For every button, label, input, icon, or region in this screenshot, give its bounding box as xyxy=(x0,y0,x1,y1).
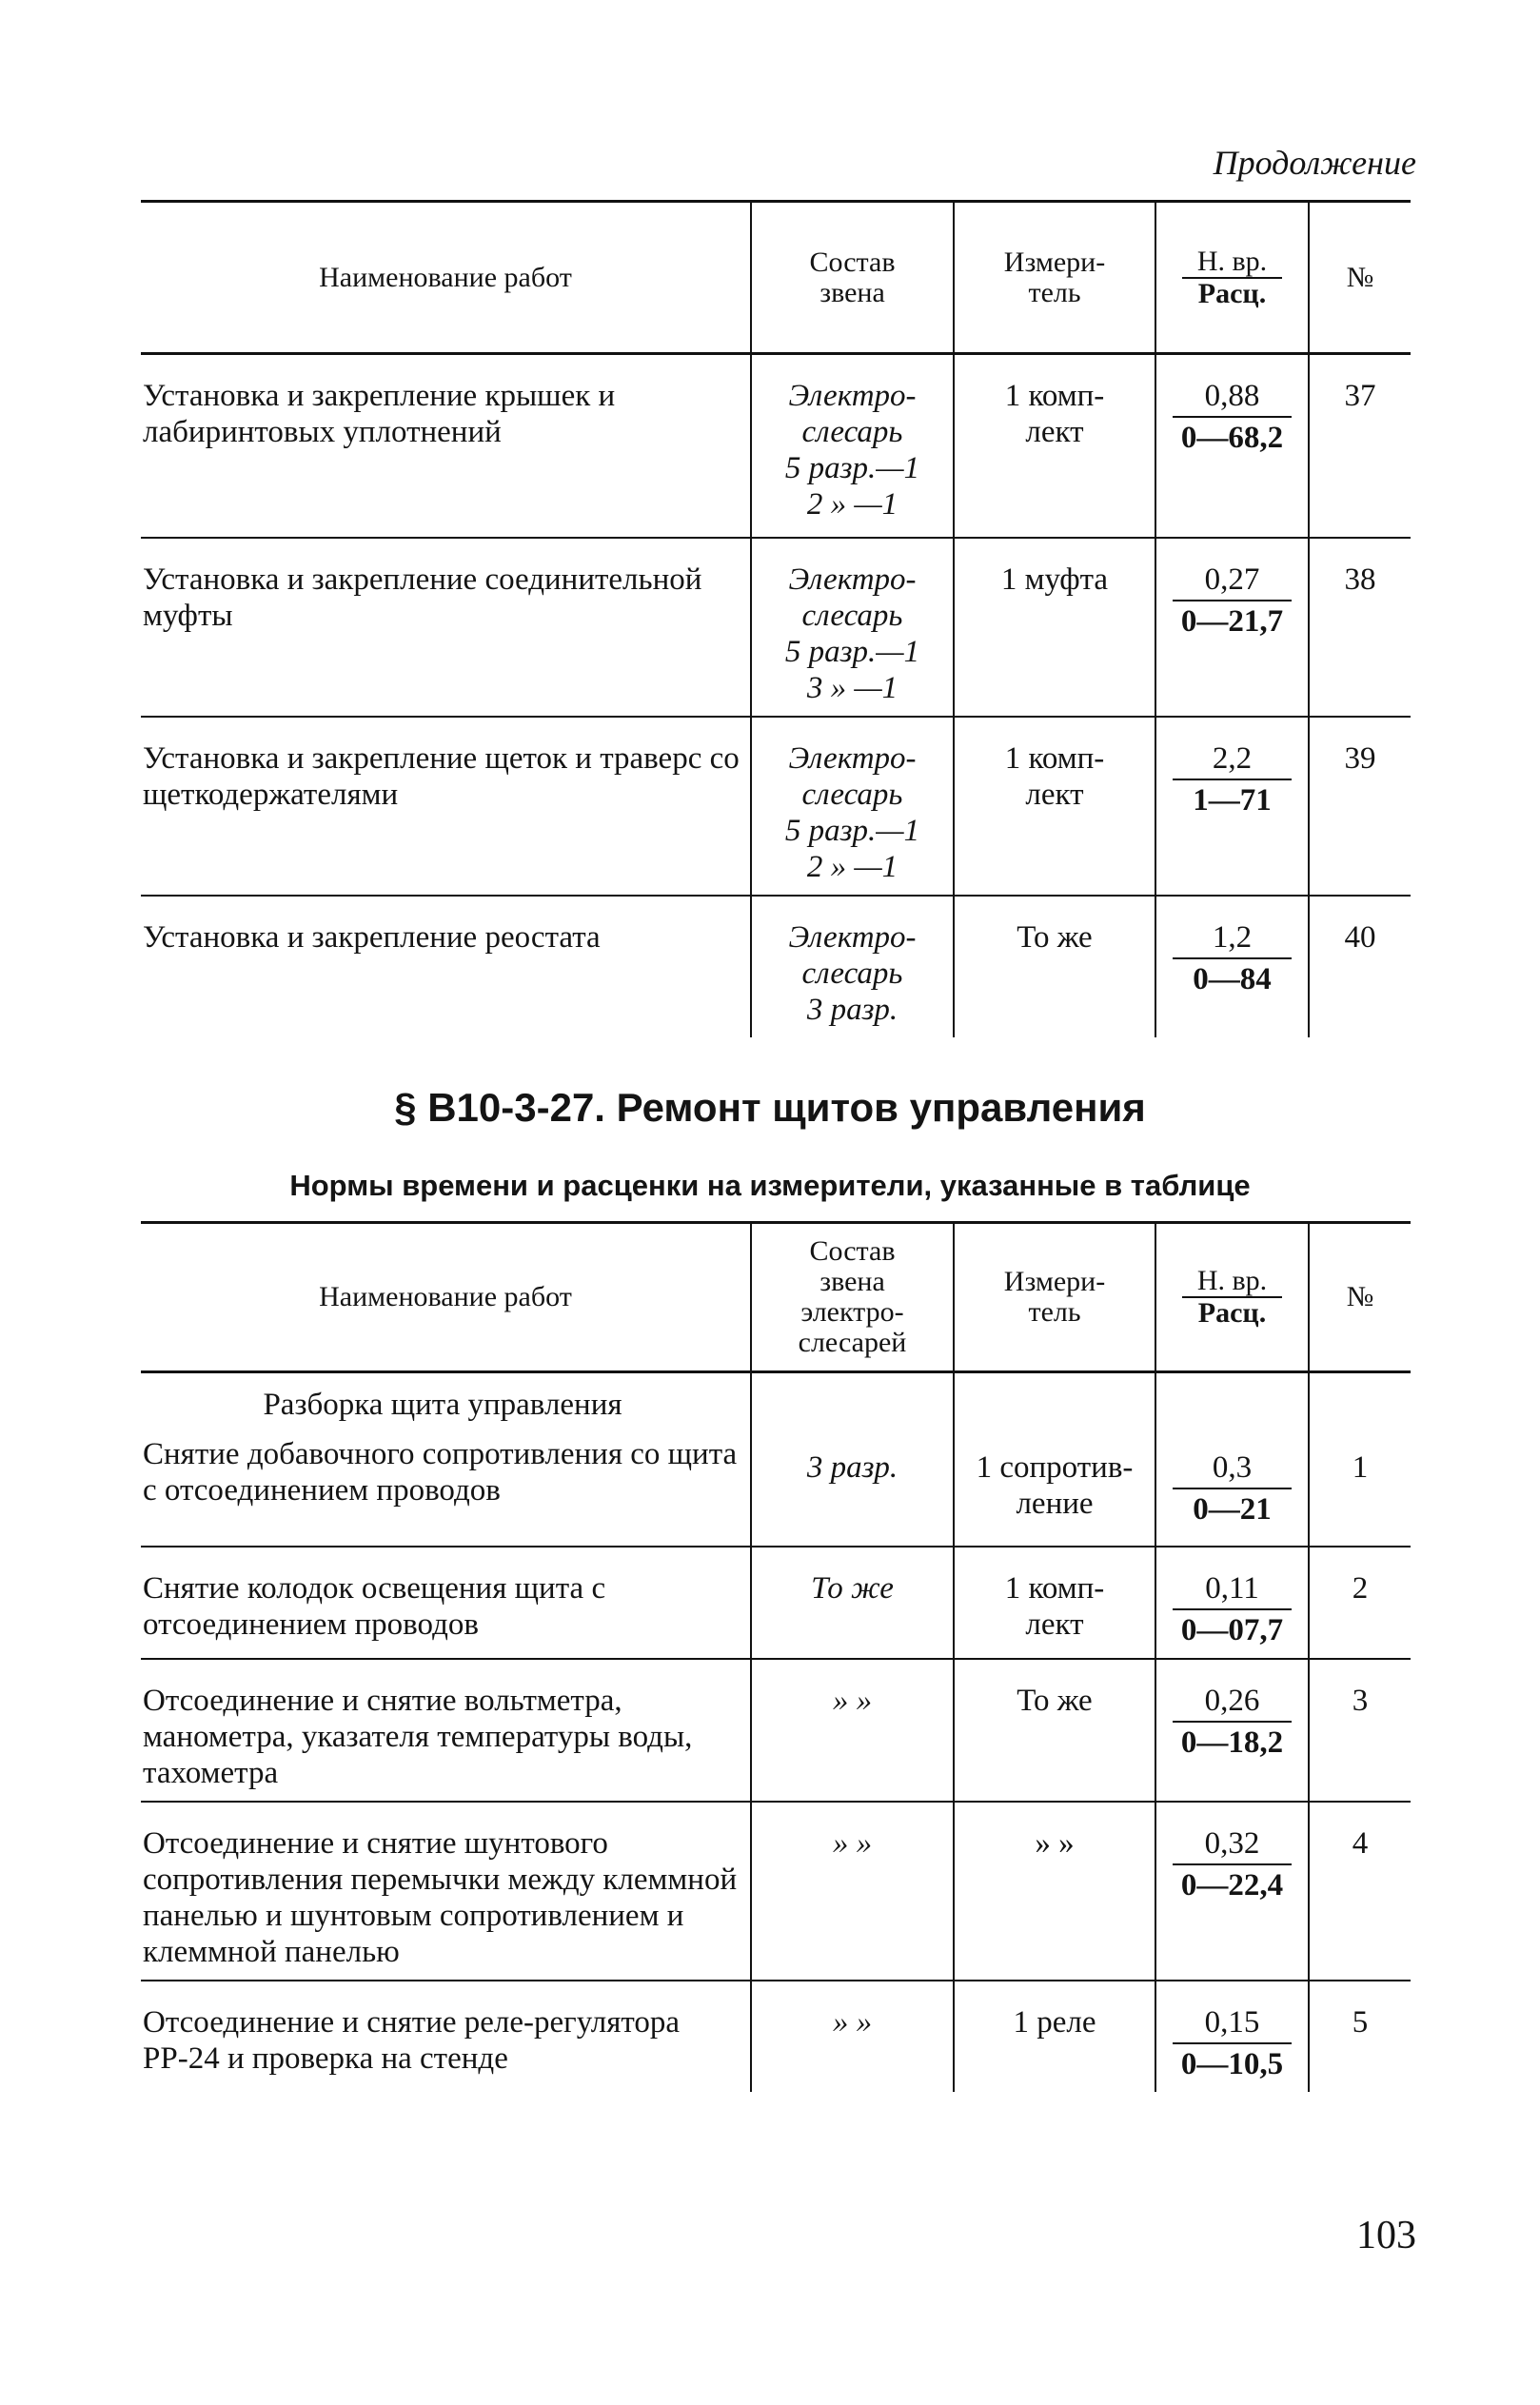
norms-table-2 xyxy=(141,1221,1411,2092)
unit-cell xyxy=(954,354,1155,538)
crew-cell xyxy=(751,354,954,538)
rate-value: 0—18,2 xyxy=(1180,1725,1284,1760)
section-subtitle: Нормы времени и расценки на измерители, указанные в таблице xyxy=(289,1169,1251,1202)
norm-rate-cell xyxy=(1155,1981,1309,2092)
header-crew xyxy=(751,202,954,354)
header-rate: Расц. xyxy=(1197,1297,1267,1329)
norm-time: 0,88 xyxy=(1173,378,1292,418)
header-crew xyxy=(751,1223,954,1372)
header-unit xyxy=(954,202,1155,354)
work-name: Отсоединение и снятие шунтового сопротивления перемычки между клеммной панелью и шунтовым сопротивлением и клеммной панелью xyxy=(143,1825,738,1969)
work-cell xyxy=(141,717,751,896)
unit-line: 1 реле xyxy=(1013,2004,1096,2040)
rate-value: 0—10,5 xyxy=(1180,2046,1284,2081)
norm-time: 0,32 xyxy=(1173,1825,1292,1865)
header-crew-line: Состав xyxy=(809,246,896,278)
crew-line: Электро- xyxy=(788,562,917,597)
work-name: Установка и закрепление соединительной муфты xyxy=(143,562,702,633)
work-name: Снятие колодок освещения щита с отсоединением проводов xyxy=(143,1570,606,1642)
norm-rate-cell xyxy=(1155,1547,1309,1659)
norms-table-1 xyxy=(141,200,1411,1037)
unit-line: лект xyxy=(1025,1607,1084,1642)
header-rate: Расц. xyxy=(1197,277,1267,309)
crew-line: слесарь xyxy=(801,956,903,991)
work-cell xyxy=(141,1547,751,1659)
norm-rate-fraction xyxy=(1173,562,1292,640)
unit-line: 1 муфта xyxy=(1000,562,1109,597)
page-number: 103 xyxy=(1356,2214,1416,2257)
unit-line: 1 комп- xyxy=(1004,379,1105,413)
crew-line: 3 разр. xyxy=(806,992,898,1027)
unit-line: То же xyxy=(1017,919,1093,955)
header-unit-line: Измери- xyxy=(1003,246,1106,278)
table-row xyxy=(141,717,1411,896)
work-name: Установка и закрепление крышек и лабиринтовых уплотнений xyxy=(143,379,616,449)
crew-line: 2 » —1 xyxy=(806,849,898,884)
header-crew-line: Состав xyxy=(809,1235,896,1267)
table-row xyxy=(141,354,1411,538)
row-number: 39 xyxy=(1309,717,1411,896)
row-number: 38 xyxy=(1309,538,1411,717)
header-crew-line: электро- xyxy=(800,1296,904,1328)
work-cell xyxy=(141,1659,751,1802)
crew-text: » » xyxy=(832,1825,873,1861)
header-norm-rate xyxy=(1155,202,1309,354)
table-row xyxy=(141,538,1411,717)
section-title: § В10-3-27. Ремонт щитов управления xyxy=(394,1085,1146,1130)
unit-line: » » xyxy=(1035,1825,1075,1861)
crew-cell xyxy=(751,896,954,1037)
header-number: № xyxy=(1309,1223,1411,1372)
table-header-row xyxy=(141,1223,1411,1372)
crew-text: » » xyxy=(832,1683,873,1718)
row-number: 3 xyxy=(1309,1659,1411,1802)
norm-time: 0,27 xyxy=(1173,562,1292,601)
unit-cell xyxy=(954,896,1155,1037)
norm-rate-cell xyxy=(1155,354,1309,538)
crew-line: Электро- xyxy=(788,379,917,413)
unit-line: лект xyxy=(1025,777,1084,812)
crew-cell xyxy=(751,717,954,896)
norm-rate-cell xyxy=(1155,896,1309,1037)
table-header-row xyxy=(141,202,1411,354)
unit-line: 1 сопротив- xyxy=(976,1450,1134,1485)
row-number: 40 xyxy=(1309,896,1411,1037)
table-row xyxy=(141,896,1411,1037)
crew-line: слесарь xyxy=(801,598,903,633)
norm-rate-fraction xyxy=(1173,1570,1292,1648)
crew-line: 2 » —1 xyxy=(806,487,898,522)
table-row xyxy=(141,1372,1411,1547)
crew-text: » » xyxy=(832,2004,873,2040)
crew-cell xyxy=(751,538,954,717)
norm-rate-cell xyxy=(1155,717,1309,896)
row-number: 2 xyxy=(1309,1547,1411,1659)
crew-line: Электро- xyxy=(788,919,917,955)
row-number: 1 xyxy=(1309,1372,1411,1547)
rate-value: 0—21,7 xyxy=(1180,603,1284,639)
crew-line: слесарь xyxy=(801,415,903,449)
crew-text: 3 разр. xyxy=(806,1450,898,1485)
crew-cell xyxy=(751,1372,954,1547)
crew-line: 5 разр.—1 xyxy=(784,813,920,848)
norm-time: 2,2 xyxy=(1173,740,1292,780)
work-cell xyxy=(141,538,751,717)
header-work: Наименование работ xyxy=(141,1223,751,1372)
rate-value: 0—84 xyxy=(1193,961,1272,996)
header-unit xyxy=(954,1223,1155,1372)
work-name: Снятие добавочного сопротивления со щита с отсоединением проводов xyxy=(143,1437,738,1508)
rate-value: 0—07,7 xyxy=(1180,1612,1284,1647)
header-norm-rate xyxy=(1155,1223,1309,1372)
header-crew-line: слесарей xyxy=(798,1327,907,1358)
header-unit-line: тель xyxy=(1028,1296,1081,1328)
crew-line: Электро- xyxy=(788,740,917,776)
norm-rate-cell xyxy=(1155,1372,1309,1547)
work-name: Отсоединение и снятие реле-регулятора РР-24 и проверка на стенде xyxy=(143,2004,681,2076)
crew-line: 5 разр.—1 xyxy=(784,451,920,485)
rate-value: 0—22,4 xyxy=(1180,1867,1284,1902)
crew-line: слесарь xyxy=(801,777,903,812)
header-norm: Н. вр. xyxy=(1182,1266,1282,1298)
unit-cell xyxy=(954,1981,1155,2092)
header-norm: Н. вр. xyxy=(1182,246,1282,279)
header-work: Наименование работ xyxy=(141,202,751,354)
header-number: № xyxy=(1309,202,1411,354)
crew-cell xyxy=(751,1981,954,2092)
table-row xyxy=(141,1547,1411,1659)
unit-line: лект xyxy=(1025,415,1084,449)
work-cell xyxy=(141,1372,751,1547)
header-crew-line: звена xyxy=(819,1266,885,1297)
table-body xyxy=(141,354,1411,1037)
subheading: Разборка щита управления xyxy=(263,1388,622,1422)
unit-line: 1 комп- xyxy=(1004,1570,1105,1606)
norm-rate-fraction xyxy=(1173,919,1292,997)
table-body xyxy=(141,1372,1411,2092)
header-unit-line: Измери- xyxy=(1003,1266,1106,1297)
unit-line: ление xyxy=(1016,1487,1094,1521)
unit-cell xyxy=(954,538,1155,717)
norm-rate-fraction xyxy=(1173,2004,1292,2082)
unit-cell xyxy=(954,1547,1155,1659)
work-name: Установка и закрепление реостата xyxy=(143,919,601,955)
work-name: Установка и закрепление щеток и траверс со щеткодержателями xyxy=(143,740,740,812)
work-name: Отсоединение и снятие вольтметра, манометра, указателя температуры воды, тахометра xyxy=(143,1683,693,1790)
crew-text: То же xyxy=(811,1570,894,1606)
work-cell xyxy=(141,1802,751,1981)
norm-time: 0,11 xyxy=(1173,1570,1292,1610)
work-cell xyxy=(141,354,751,538)
continuation-label: Продолжение xyxy=(1213,144,1416,182)
unit-cell xyxy=(954,1372,1155,1547)
unit-cell xyxy=(954,1659,1155,1802)
norm-rate-fraction xyxy=(1173,1449,1292,1528)
work-cell xyxy=(141,896,751,1037)
norm-rate-fraction xyxy=(1173,1825,1292,1903)
work-cell xyxy=(141,1981,751,2092)
rate-value: 0—21 xyxy=(1193,1492,1272,1527)
norm-rate-cell xyxy=(1155,1802,1309,1981)
norm-time: 0,3 xyxy=(1173,1449,1292,1489)
rate-value: 0—68,2 xyxy=(1180,421,1284,455)
norm-time: 0,26 xyxy=(1173,1683,1292,1723)
norm-rate-fraction xyxy=(1173,740,1292,818)
crew-line: 3 » —1 xyxy=(806,670,898,705)
unit-line: То же xyxy=(1017,1683,1093,1718)
norm-rate-cell xyxy=(1155,1659,1309,1802)
header-crew-line: звена xyxy=(819,276,885,308)
crew-cell xyxy=(751,1547,954,1659)
unit-cell xyxy=(954,717,1155,896)
norm-rate-fraction xyxy=(1173,1683,1292,1761)
row-number: 5 xyxy=(1309,1981,1411,2092)
table-row xyxy=(141,1981,1411,2092)
unit-cell xyxy=(954,1802,1155,1981)
header-unit-line: тель xyxy=(1028,276,1081,308)
norm-rate-fraction xyxy=(1173,378,1292,456)
norm-rate-cell xyxy=(1155,538,1309,717)
crew-cell xyxy=(751,1659,954,1802)
row-number: 37 xyxy=(1309,354,1411,538)
norm-time: 1,2 xyxy=(1173,919,1292,959)
unit-line: 1 комп- xyxy=(1004,740,1105,776)
crew-cell xyxy=(751,1802,954,1981)
table-row xyxy=(141,1659,1411,1802)
crew-line: 5 разр.—1 xyxy=(784,634,920,669)
row-number: 4 xyxy=(1309,1802,1411,1981)
table-row xyxy=(141,1802,1411,1981)
rate-value: 1—71 xyxy=(1193,782,1272,818)
norm-time: 0,15 xyxy=(1173,2004,1292,2044)
